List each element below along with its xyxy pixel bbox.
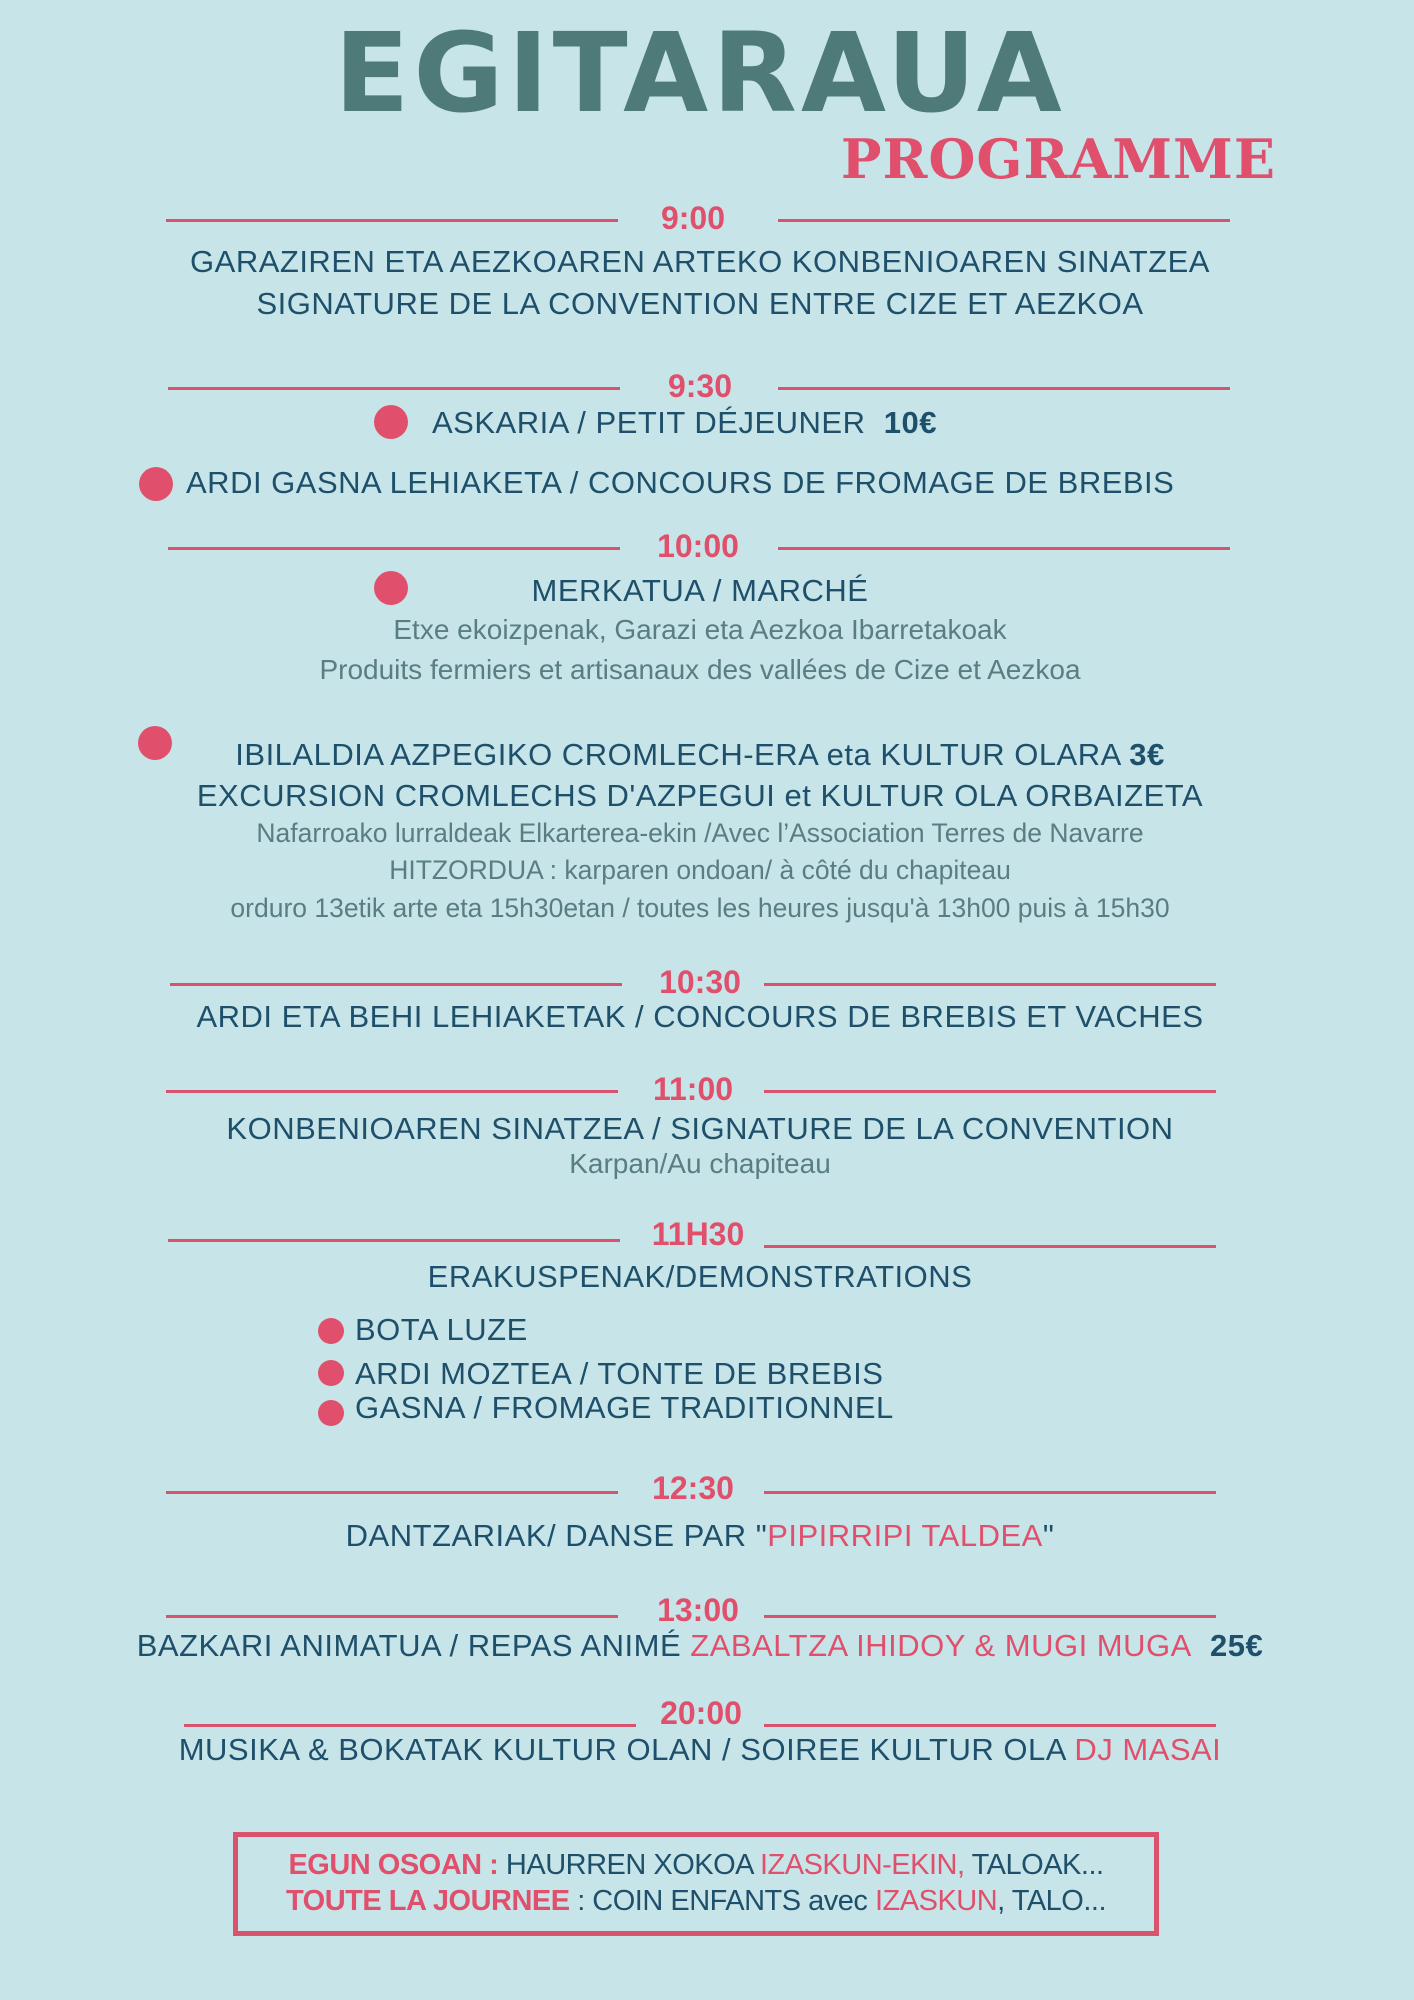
page-title: EGITARAUA: [334, 9, 1066, 137]
all-day-highlight-fr: IZASKUN: [874, 1885, 998, 1918]
all-day-label-eu: EGUN OSOAN :: [288, 1849, 499, 1881]
time-10-30: 10:30: [659, 964, 741, 1000]
bullet-dot: [139, 467, 173, 501]
demo-item: BOTA LUZE: [355, 1312, 528, 1347]
all-day-label-fr: TOUTE LA JOURNEE: [285, 1885, 570, 1918]
demo-item: GASNA / FROMAGE TRADITIONNEL: [355, 1390, 894, 1425]
hike-organizer: Nafarroako lurraldeak Elkarterea-ekin /Avec l’Association Terres de Navarre: [256, 818, 1144, 848]
time-12-30: 12:30: [652, 1470, 734, 1506]
event-dance: [0, 1518, 1400, 1554]
time-11-00: 11:00: [652, 1071, 734, 1107]
all-day-line-fr: [238, 1883, 1154, 1919]
all-day-text-fr: : COIN ENFANTS avec: [577, 1885, 868, 1918]
breakfast-price: 10€: [883, 405, 937, 440]
divider-line: [764, 983, 1216, 986]
all-day-line-eu: [238, 1847, 1154, 1883]
divider-line: [166, 1615, 618, 1618]
event-cheese-contest: ARDI GASNA LEHIAKETA / CONCOURS DE FROMAGE DE BREBIS: [186, 465, 1175, 500]
market-desc: Etxe ekoizpenak, Garazi eta Aezkoa Ibarretakoak: [393, 614, 1007, 645]
demo-item: ARDI MOZTEA / TONTE DE BREBIS: [355, 1356, 884, 1391]
time-9-00: 9:00: [660, 200, 726, 236]
dance-quote-close: ": [1042, 1518, 1055, 1553]
event-convention: KONBENIOAREN SINATZEA / SIGNATURE DE LA CONVENTION: [226, 1111, 1174, 1146]
hike-price: 3€: [1129, 737, 1165, 772]
breakfast-label: ASKARIA / PETIT DÉJEUNER: [432, 405, 866, 440]
hike-label: IBILALDIA AZPEGIKO CROMLECH-ERA eta KULTUR OLARA: [235, 737, 1121, 772]
time-10-00: 10:00: [657, 528, 739, 564]
event-market: MERKATUA / MARCHÉ: [531, 573, 869, 608]
divider-line: [166, 1491, 618, 1494]
event-hike-fr: EXCURSION CROMLECHS D'AZPEGUI et KULTUR OLA ORBAIZETA: [196, 778, 1204, 813]
divider-line: [166, 1090, 618, 1093]
divider-line: [166, 219, 618, 222]
divider-line: [764, 1090, 1216, 1093]
time-20-00: 20:00: [660, 1695, 742, 1731]
divider-line: [778, 387, 1230, 390]
hike-schedule: orduro 13etik arte eta 15h30etan / toutes les heures jusqu'à 13h00 puis à 15h30: [230, 893, 1170, 923]
divider-line: [764, 1491, 1216, 1494]
divider-line: [778, 547, 1230, 550]
divider-line: [184, 1724, 636, 1727]
page-subtitle: PROGRAMME: [840, 127, 1276, 191]
all-day-tail-fr: , TALO...: [997, 1885, 1107, 1918]
all-day-tail-eu: TALOAK...: [971, 1849, 1104, 1881]
time-9-30: 9:30: [667, 368, 733, 404]
event-evening: [0, 1732, 1400, 1768]
event-lunch: [0, 1628, 1400, 1664]
divider-line: [168, 547, 620, 550]
market-desc-fr: Produits fermiers et artisanaux des vallées de Cize et Aezkoa: [319, 654, 1081, 685]
time-11h30: 11H30: [651, 1216, 745, 1252]
divider-line: [764, 1615, 1216, 1618]
divider-line: [778, 219, 1230, 222]
dance-group: PIPIRRIPI TALDEA: [767, 1518, 1043, 1553]
event-title-fr: SIGNATURE DE LA CONVENTION ENTRE CIZE ET AEZKOA: [256, 286, 1144, 321]
all-day-box: [233, 1832, 1159, 1936]
divider-line: [168, 387, 620, 390]
all-day-highlight-eu: IZASKUN-EKIN,: [759, 1849, 965, 1881]
lunch-price: 25€: [1210, 1628, 1264, 1663]
event-livestock-contest: ARDI ETA BEHI LEHIAKETAK / CONCOURS DE BREBIS ET VACHES: [196, 999, 1204, 1034]
divider-line: [764, 1245, 1216, 1248]
bullet-dot: [318, 1360, 344, 1386]
event-title: GARAZIREN ETA AEZKOAREN ARTEKO KONBENIOAREN SINATZEA: [190, 244, 1210, 279]
lunch-label: BAZKARI ANIMATUA / REPAS ANIMÉ: [136, 1628, 682, 1663]
bullet-dot: [318, 1400, 344, 1426]
hike-meeting-point: HITZORDUA : karparen ondoan/ à côté du chapiteau: [389, 855, 1011, 885]
dance-label: DANTZARIAK/ DANSE PAR ": [345, 1518, 768, 1553]
divider-line: [764, 1724, 1216, 1727]
divider-line: [170, 983, 622, 986]
lunch-performers: ZABALTZA IHIDOY & MUGI MUGA: [690, 1628, 1192, 1663]
evening-label: MUSIKA & BOKATAK KULTUR OLAN / SOIREE KULTUR OLA: [178, 1732, 1066, 1767]
time-13-00: 13:00: [657, 1592, 739, 1628]
demonstrations-heading: ERAKUSPENAK/DEMONSTRATIONS: [427, 1259, 973, 1294]
bullet-dot: [374, 405, 408, 439]
convention-location: Karpan/Au chapiteau: [569, 1148, 831, 1179]
event-hike: [0, 737, 1400, 773]
all-day-text-eu: HAURREN XOKOA: [505, 1849, 753, 1881]
event-breakfast: [432, 405, 937, 441]
bullet-dot: [318, 1318, 344, 1344]
divider-line: [168, 1239, 620, 1242]
evening-dj: DJ MASAI: [1074, 1732, 1222, 1767]
